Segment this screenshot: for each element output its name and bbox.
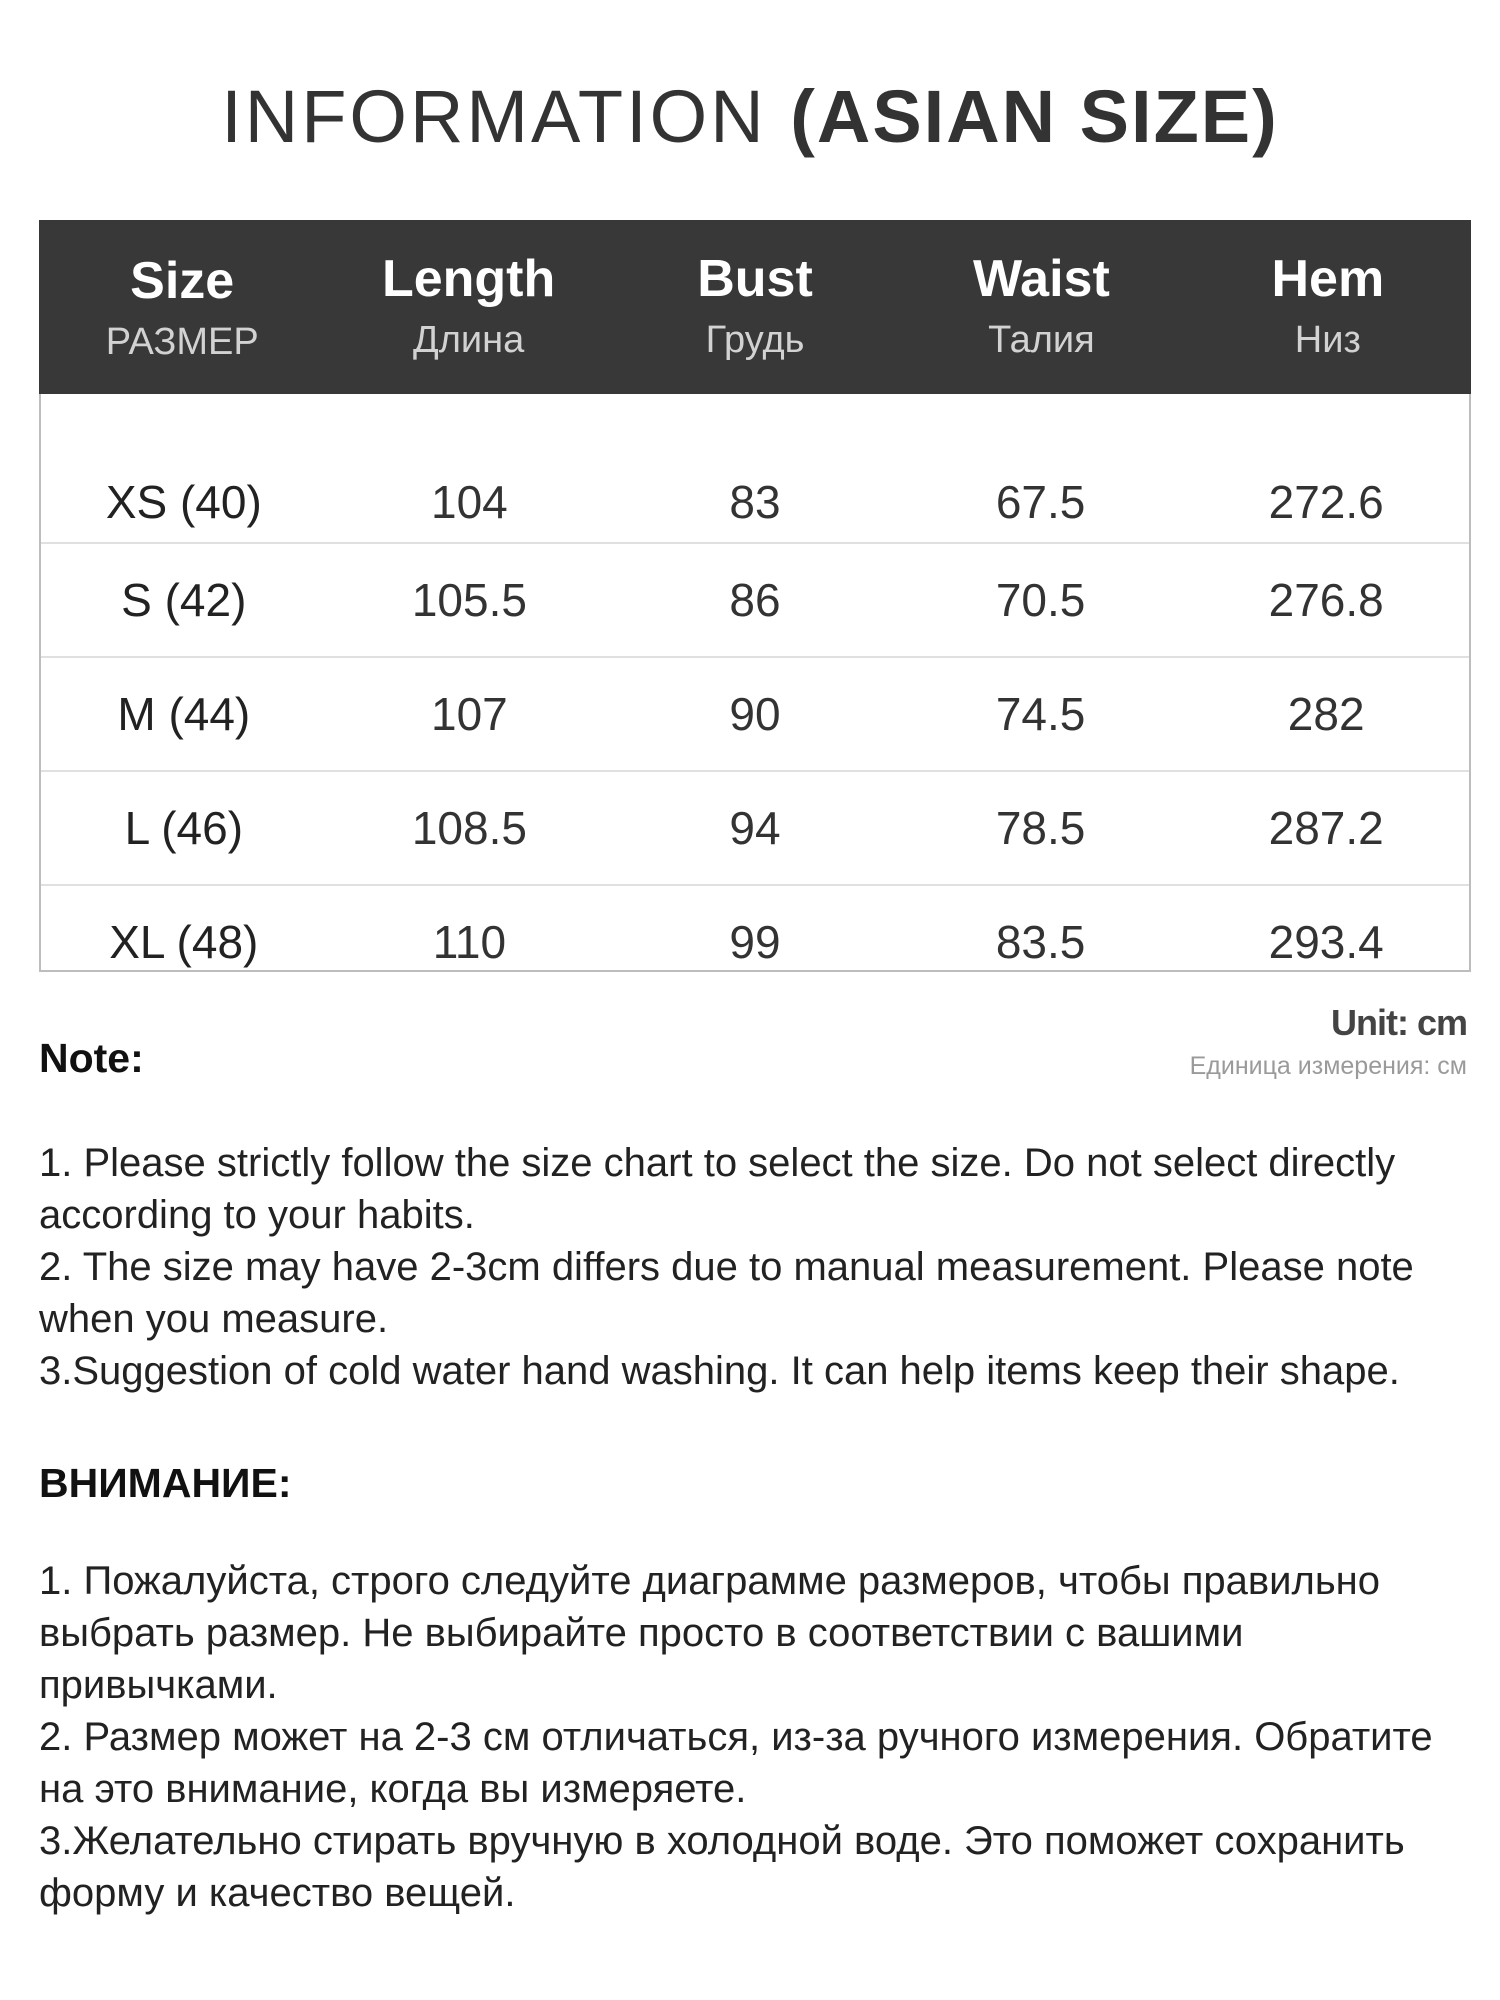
header-sublabel: Грудь [705, 319, 805, 361]
header-hem [1185, 220, 1471, 394]
cell-size: XL (48) [109, 916, 259, 968]
ru-note-list [39, 1555, 1479, 1919]
note-item: 2. The size may have 2-3cm differs due to manual measurement. Please note when you measure. [39, 1245, 1414, 1341]
table-row [41, 658, 1469, 772]
cell-hem: 293.4 [1268, 916, 1384, 968]
ru-note-item: 3.Желательно стирать вручную в холодной воде. Это поможет сохранить форму и качество вещей. [39, 1819, 1405, 1915]
header-size [39, 220, 325, 394]
cell-waist: 74.5 [995, 688, 1086, 740]
header-label: Hem [1271, 250, 1385, 308]
header-label: Bust [697, 250, 813, 308]
header-sublabel: Длина [412, 319, 525, 361]
cell-length: 105.5 [411, 574, 527, 626]
header-bust [612, 220, 898, 394]
note-item: 1. Please strictly follow the size chart to select the size. Do not select directly according to your habits. [39, 1141, 1396, 1237]
cell-bust: 99 [729, 916, 781, 968]
cell-size: S (42) [121, 574, 247, 626]
cell-length: 104 [431, 476, 508, 528]
ru-note-item: 1. Пожалуйста, строго следуйте диаграмме размеров, чтобы правильно выбрать размер. Не выбирайте просто в соответствии с вашими привычками. [39, 1559, 1381, 1707]
header-sublabel: РАЗМЕР [105, 321, 259, 363]
cell-hem: 272.6 [1268, 476, 1384, 528]
table-body [41, 394, 1469, 998]
cell-length: 107 [431, 688, 508, 740]
table-row [41, 544, 1469, 658]
note-list [39, 1137, 1479, 1397]
cell-length: 110 [432, 916, 507, 968]
ru-note-item: 2. Размер может на 2-3 см отличаться, из-за ручного измерения. Обратите на это внимание, когда вы измеряете. [39, 1715, 1433, 1811]
cell-bust: 83 [729, 476, 781, 528]
header-label: Length [381, 250, 556, 308]
cell-hem: 282 [1287, 688, 1365, 740]
size-table [39, 220, 1471, 972]
header-length [325, 220, 611, 394]
ru-note-heading: ВНИМАНИЕ: [39, 1460, 292, 1506]
header-label: Waist [973, 250, 1110, 308]
header-sublabel: Талия [988, 319, 1095, 361]
header-label: Size [130, 252, 235, 310]
cell-hem: 287.2 [1268, 802, 1384, 854]
unit-ru: Единица измерения: см [1189, 1052, 1467, 1080]
title-light: INFORMATION [221, 75, 767, 158]
cell-bust: 90 [729, 688, 781, 740]
cell-waist: 70.5 [995, 574, 1086, 626]
cell-waist: 67.5 [995, 476, 1086, 528]
unit-en: Unit: cm [1331, 1002, 1467, 1043]
note-heading: Note: [39, 1035, 144, 1081]
cell-waist: 78.5 [995, 802, 1086, 854]
table-row [41, 886, 1469, 998]
header-sublabel: Низ [1294, 319, 1361, 361]
cell-size: L (46) [124, 802, 244, 854]
cell-size: XS (40) [105, 476, 262, 528]
table-row [41, 772, 1469, 886]
cell-waist: 83.5 [995, 916, 1086, 968]
title-bold: (ASIAN SIZE) [790, 75, 1279, 158]
header-waist [898, 220, 1184, 394]
unit-label [1190, 1002, 1467, 1081]
cell-bust: 94 [729, 802, 781, 854]
cell-bust: 86 [729, 574, 781, 626]
cell-size: M (44) [117, 688, 251, 740]
cell-hem: 276.8 [1268, 574, 1384, 626]
note-item: 3.Suggestion of cold water hand washing. It can help items keep their shape. [39, 1349, 1400, 1393]
page-title [0, 72, 1500, 162]
table-row [41, 394, 1469, 544]
cell-length: 108.5 [411, 802, 527, 854]
table-header [39, 220, 1471, 394]
